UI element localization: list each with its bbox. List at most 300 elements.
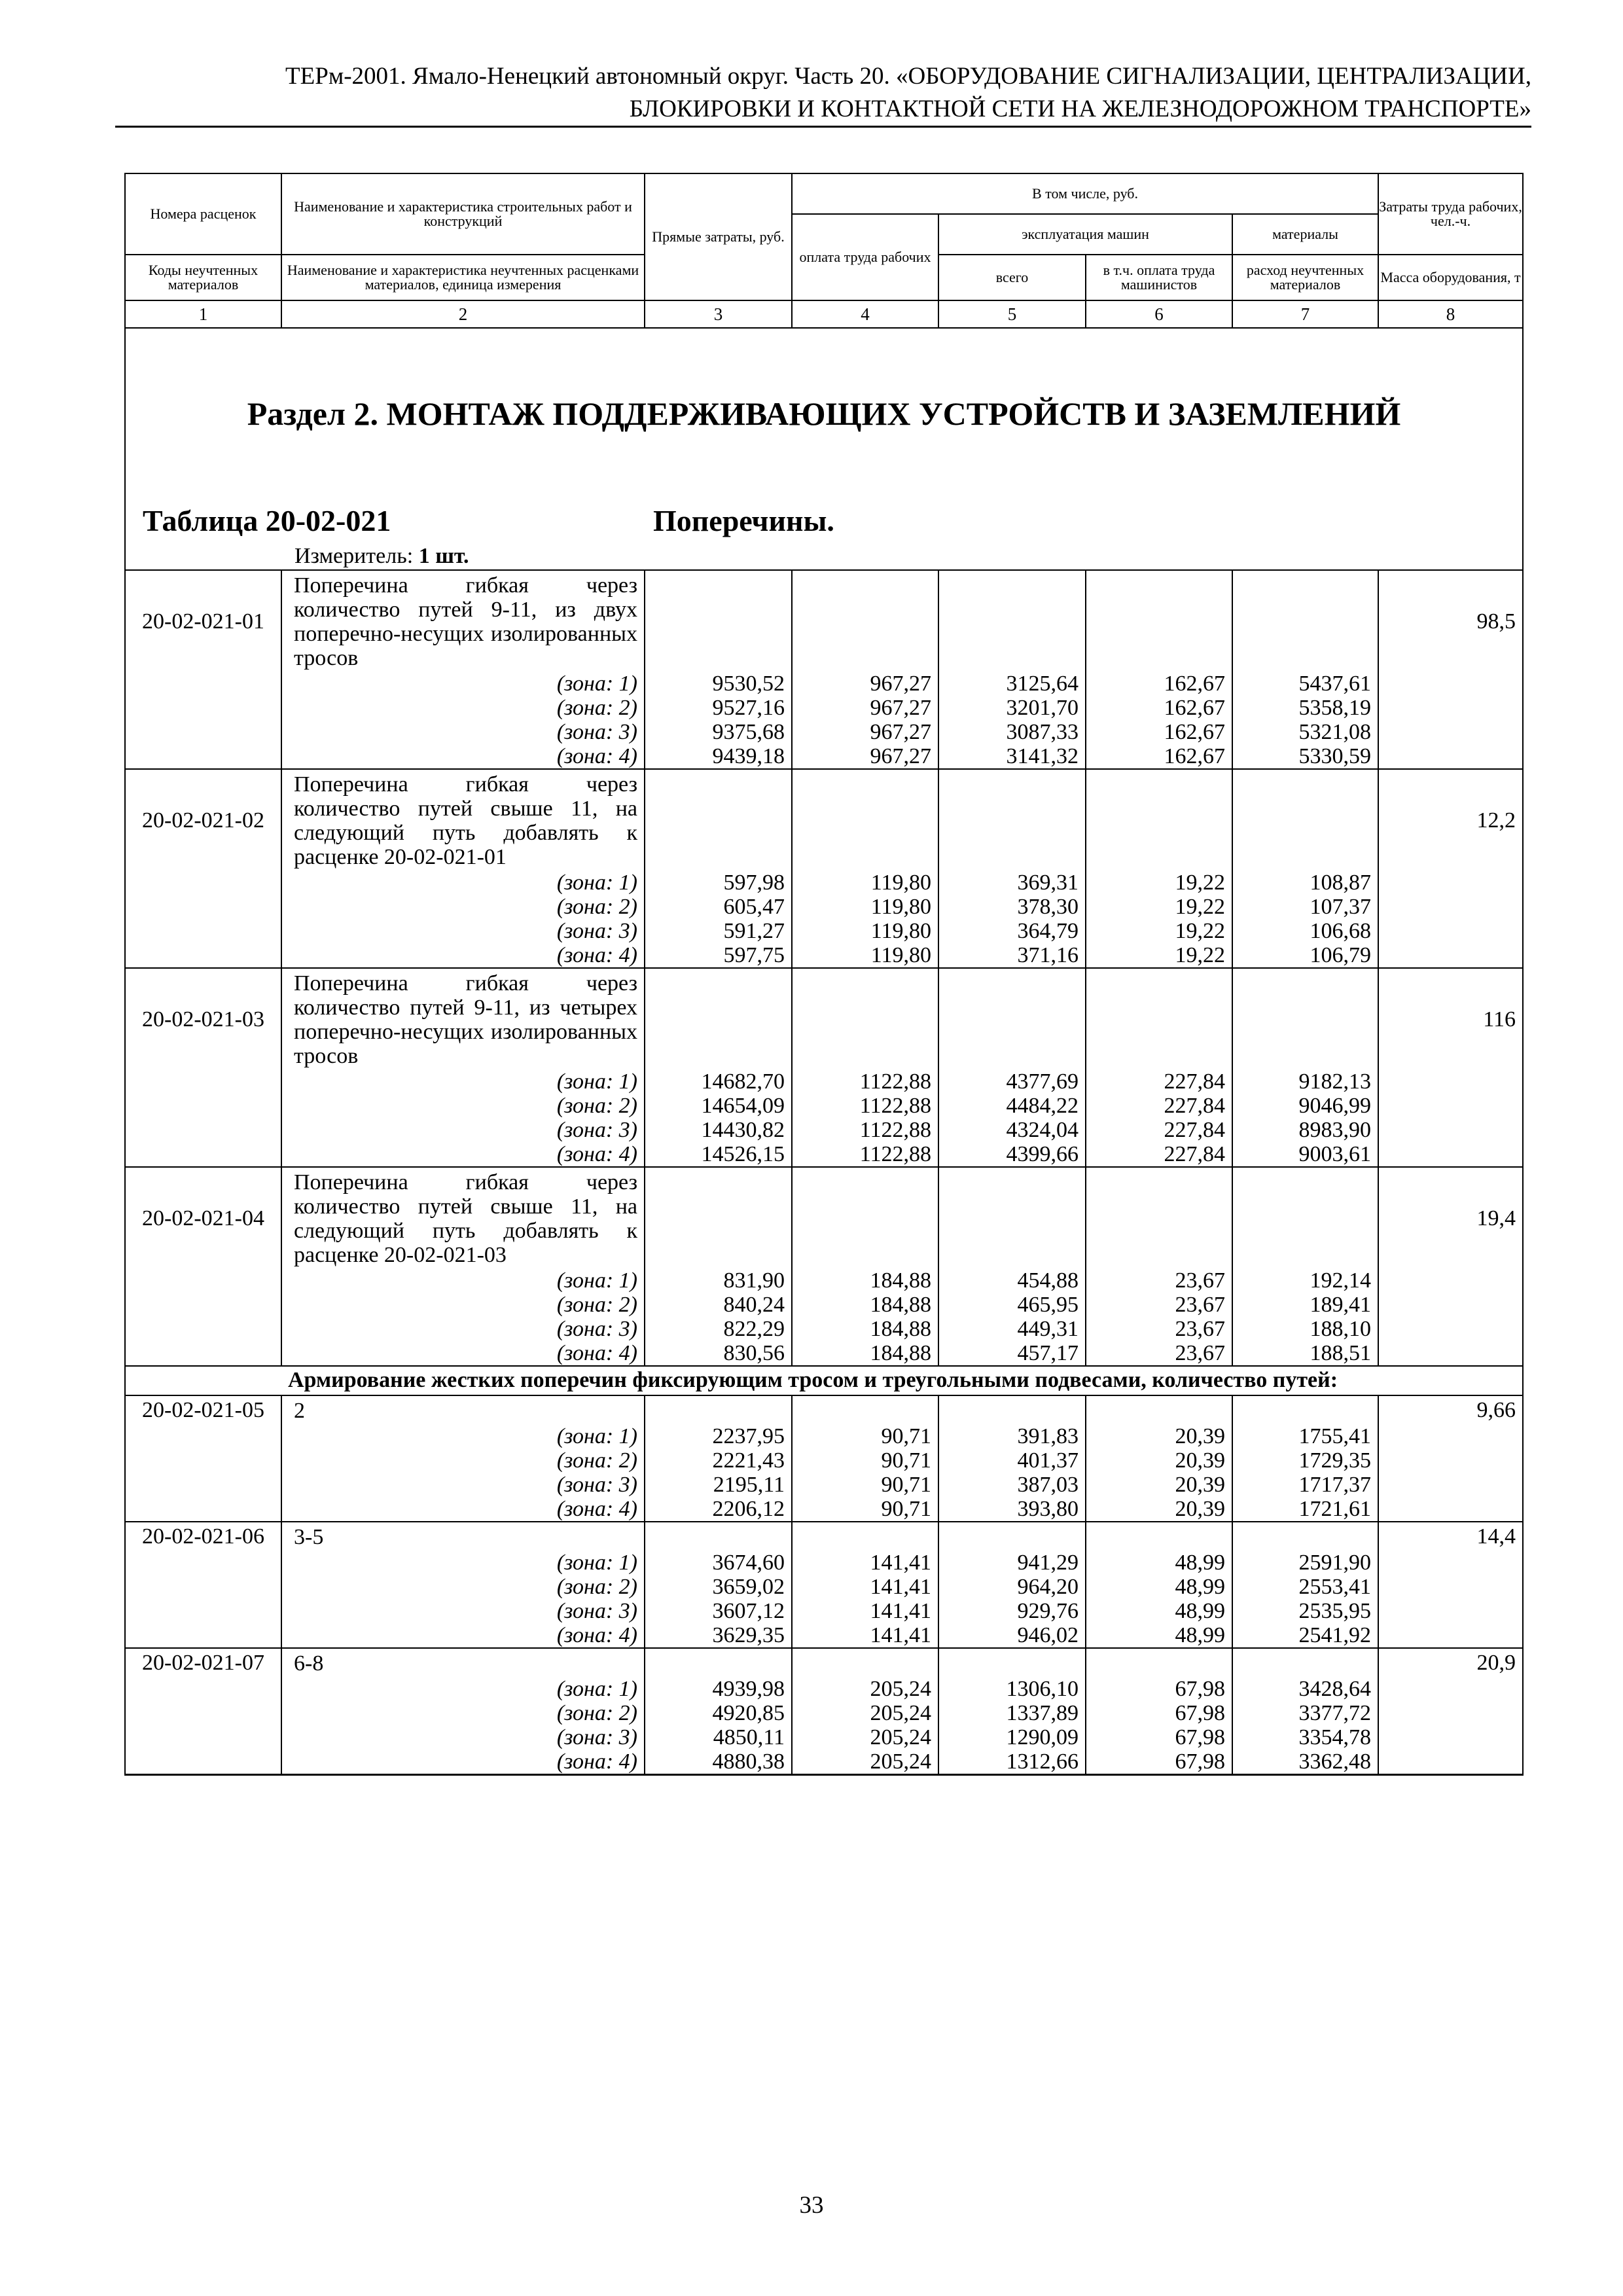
empty-cell (125, 1497, 281, 1522)
table-row (125, 1648, 1523, 1677)
empty-cell (1086, 1522, 1232, 1551)
direct-costs: 4880,38 (645, 1749, 792, 1775)
worker-wages: 90,71 (792, 1424, 938, 1448)
col-material-codes: Коды неучтенных материалов (125, 255, 281, 300)
machine-total: 387,03 (938, 1473, 1086, 1497)
zone-label: (зона: 3) (281, 1725, 645, 1749)
direct-costs: 3607,12 (645, 1599, 792, 1623)
empty-cell (1378, 1317, 1523, 1341)
page-number: 33 (799, 2192, 824, 2219)
empty-cell (1232, 1522, 1378, 1551)
direct-costs: 14430,82 (645, 1118, 792, 1142)
subheading-row (125, 1366, 1523, 1395)
worker-wages: 205,24 (792, 1749, 938, 1775)
equipment-mass: 19,4 (1378, 1167, 1523, 1268)
direct-costs: 14682,70 (645, 1069, 792, 1094)
zone-row (125, 744, 1523, 769)
empty-cell (1378, 1448, 1523, 1473)
empty-cell (1378, 919, 1523, 943)
empty-cell (1378, 943, 1523, 968)
empty-cell (125, 919, 281, 943)
col-materials: материалы (1232, 214, 1378, 255)
machine-total: 454,88 (938, 1268, 1086, 1293)
direct-costs: 3629,35 (645, 1623, 792, 1648)
material-cost: 108,87 (1232, 870, 1378, 895)
empty-cell (938, 1648, 1086, 1677)
section-block (125, 328, 1523, 570)
empty-cell (125, 696, 281, 720)
empty-cell (1086, 769, 1232, 870)
operator-wages: 162,67 (1086, 672, 1232, 696)
zone-row (125, 1725, 1523, 1749)
unit-label: Измеритель: (294, 544, 414, 568)
zone-row (125, 672, 1523, 696)
machine-total: 449,31 (938, 1317, 1086, 1341)
equipment-mass: 20,9 (1378, 1648, 1523, 1677)
zone-row (125, 895, 1523, 919)
table-row (125, 1395, 1523, 1424)
worker-wages: 967,27 (792, 672, 938, 696)
zone-label: (зона: 1) (281, 1677, 645, 1701)
material-cost: 2541,92 (1232, 1623, 1378, 1648)
empty-cell (645, 1522, 792, 1551)
empty-cell (1232, 968, 1378, 1069)
table-name: Поперечины. (653, 504, 834, 537)
empty-cell (125, 1677, 281, 1701)
empty-cell (125, 1317, 281, 1341)
column-number: 7 (1232, 300, 1378, 328)
machine-total: 964,20 (938, 1575, 1086, 1599)
rate-description: Поперечина гибкая через количество путей свыше 11, на следующий путь добавлять к расценке 20-02-021-01 (281, 769, 645, 870)
worker-wages: 1122,88 (792, 1069, 938, 1094)
empty-cell (1378, 1677, 1523, 1701)
empty-cell (125, 1118, 281, 1142)
empty-cell (1378, 696, 1523, 720)
machine-total: 3087,33 (938, 720, 1086, 744)
operator-wages: 227,84 (1086, 1094, 1232, 1118)
empty-cell (1378, 1623, 1523, 1648)
equipment-mass: 12,2 (1378, 769, 1523, 870)
zone-label: (зона: 2) (281, 1448, 645, 1473)
empty-cell (938, 1395, 1086, 1424)
machine-total: 457,17 (938, 1341, 1086, 1366)
rate-description: 6-8 (281, 1648, 645, 1677)
empty-cell (125, 1424, 281, 1448)
zone-row (125, 1317, 1523, 1341)
operator-wages: 23,67 (1086, 1268, 1232, 1293)
table-number: Таблица 20-02-021 (143, 504, 391, 537)
rate-code: 20-02-021-04 (125, 1167, 281, 1268)
direct-costs: 831,90 (645, 1268, 792, 1293)
zone-row (125, 1094, 1523, 1118)
zone-row (125, 1142, 1523, 1167)
machine-total: 1290,09 (938, 1725, 1086, 1749)
direct-costs: 9527,16 (645, 696, 792, 720)
machine-total: 378,30 (938, 895, 1086, 919)
rate-code: 20-02-021-06 (125, 1522, 281, 1551)
material-cost: 9182,13 (1232, 1069, 1378, 1094)
direct-costs: 3674,60 (645, 1551, 792, 1575)
empty-cell (125, 1575, 281, 1599)
material-cost: 5437,61 (1232, 672, 1378, 696)
empty-cell (125, 1094, 281, 1118)
worker-wages: 967,27 (792, 720, 938, 744)
unit-value: 1 шт. (418, 544, 469, 568)
empty-cell (1378, 1497, 1523, 1522)
operator-wages: 227,84 (1086, 1069, 1232, 1094)
empty-cell (125, 1142, 281, 1167)
operator-wages: 48,99 (1086, 1623, 1232, 1648)
empty-cell (125, 1069, 281, 1094)
operator-wages: 227,84 (1086, 1118, 1232, 1142)
worker-wages: 90,71 (792, 1497, 938, 1522)
machine-total: 4324,04 (938, 1118, 1086, 1142)
col-machine-total: всего (938, 255, 1086, 300)
empty-cell (125, 1473, 281, 1497)
material-cost: 188,10 (1232, 1317, 1378, 1341)
operator-wages: 162,67 (1086, 720, 1232, 744)
direct-costs: 605,47 (645, 895, 792, 919)
direct-costs: 2206,12 (645, 1497, 792, 1522)
rate-description: Поперечина гибкая через количество путей 9-11, из двух поперечно-несущих изолированных тросов (281, 570, 645, 672)
worker-wages: 1122,88 (792, 1094, 938, 1118)
operator-wages: 20,39 (1086, 1424, 1232, 1448)
empty-cell (1378, 1293, 1523, 1317)
empty-cell (792, 1395, 938, 1424)
empty-cell (938, 968, 1086, 1069)
material-cost: 3377,72 (1232, 1701, 1378, 1725)
worker-wages: 119,80 (792, 919, 938, 943)
equipment-mass: 98,5 (1378, 570, 1523, 672)
rate-description: 2 (281, 1395, 645, 1424)
column-number: 1 (125, 300, 281, 328)
unit-line (294, 543, 469, 569)
empty-cell (125, 1268, 281, 1293)
operator-wages: 23,67 (1086, 1317, 1232, 1341)
zone-label: (зона: 3) (281, 919, 645, 943)
empty-cell (1378, 1551, 1523, 1575)
empty-cell (792, 769, 938, 870)
direct-costs: 4939,98 (645, 1677, 792, 1701)
worker-wages: 141,41 (792, 1551, 938, 1575)
operator-wages: 23,67 (1086, 1341, 1232, 1366)
empty-cell (125, 1448, 281, 1473)
zone-row (125, 1599, 1523, 1623)
empty-cell (125, 1341, 281, 1366)
material-cost: 5321,08 (1232, 720, 1378, 744)
empty-cell (125, 943, 281, 968)
empty-cell (125, 1599, 281, 1623)
equipment-mass: 116 (1378, 968, 1523, 1069)
zone-label: (зона: 3) (281, 720, 645, 744)
zone-row (125, 720, 1523, 744)
zone-row (125, 1473, 1523, 1497)
empty-cell (1378, 1094, 1523, 1118)
empty-cell (645, 769, 792, 870)
rate-code: 20-02-021-07 (125, 1648, 281, 1677)
empty-cell (1378, 672, 1523, 696)
table-row (125, 968, 1523, 1069)
material-cost: 2553,41 (1232, 1575, 1378, 1599)
zone-row (125, 1575, 1523, 1599)
worker-wages: 205,24 (792, 1725, 938, 1749)
material-cost: 106,68 (1232, 919, 1378, 943)
zone-row (125, 1268, 1523, 1293)
material-cost: 1721,61 (1232, 1497, 1378, 1522)
zone-label: (зона: 4) (281, 1749, 645, 1775)
rate-code: 20-02-021-05 (125, 1395, 281, 1424)
direct-costs: 3659,02 (645, 1575, 792, 1599)
zone-label: (зона: 4) (281, 1623, 645, 1648)
section-title: Раздел 2. МОНТАЖ ПОДДЕРЖИВАЮЩИХ УСТРОЙСТВ И ЗАЗЕМЛЕНИЙ (247, 395, 1401, 432)
table-row (125, 1167, 1523, 1268)
worker-wages: 141,41 (792, 1599, 938, 1623)
material-cost: 107,37 (1232, 895, 1378, 919)
empty-cell (1232, 570, 1378, 672)
machine-total: 4377,69 (938, 1069, 1086, 1094)
header-line-2: БЛОКИРОВКИ И КОНТАКТНОЙ СЕТИ НА ЖЕЛЕЗНОДОРОЖНОМ ТРАНСПОРТЕ» (629, 96, 1531, 122)
table-row (125, 769, 1523, 870)
empty-cell (1378, 1701, 1523, 1725)
empty-cell (938, 570, 1086, 672)
zone-label: (зона: 2) (281, 1575, 645, 1599)
zone-label: (зона: 1) (281, 1551, 645, 1575)
empty-cell (125, 1749, 281, 1775)
operator-wages: 67,98 (1086, 1677, 1232, 1701)
empty-cell (125, 1293, 281, 1317)
material-cost: 192,14 (1232, 1268, 1378, 1293)
machine-total: 3125,64 (938, 672, 1086, 696)
empty-cell (1086, 1167, 1232, 1268)
machine-total: 941,29 (938, 1551, 1086, 1575)
machine-total: 371,16 (938, 943, 1086, 968)
empty-cell (645, 1395, 792, 1424)
worker-wages: 1122,88 (792, 1142, 938, 1167)
direct-costs: 9439,18 (645, 744, 792, 769)
machine-total: 465,95 (938, 1293, 1086, 1317)
column-number: 5 (938, 300, 1086, 328)
empty-cell (1378, 1473, 1523, 1497)
rate-code: 20-02-021-03 (125, 968, 281, 1069)
empty-cell (645, 1167, 792, 1268)
empty-cell (1086, 1395, 1232, 1424)
page-header (124, 60, 1531, 126)
worker-wages: 119,80 (792, 895, 938, 919)
zone-label: (зона: 4) (281, 1341, 645, 1366)
empty-cell (1378, 1341, 1523, 1366)
empty-cell (1086, 968, 1232, 1069)
zone-row (125, 1497, 1523, 1522)
col-worker-wages: оплата труда рабочих (792, 214, 938, 300)
operator-wages: 19,22 (1086, 870, 1232, 895)
operator-wages: 20,39 (1086, 1448, 1232, 1473)
material-cost: 3362,48 (1232, 1749, 1378, 1775)
zone-row (125, 1341, 1523, 1366)
zone-label: (зона: 4) (281, 1497, 645, 1522)
zone-label: (зона: 1) (281, 1268, 645, 1293)
machine-total: 1337,89 (938, 1701, 1086, 1725)
operator-wages: 19,22 (1086, 919, 1232, 943)
material-cost: 188,51 (1232, 1341, 1378, 1366)
empty-cell (1232, 1167, 1378, 1268)
machine-total: 4484,22 (938, 1094, 1086, 1118)
worker-wages: 967,27 (792, 744, 938, 769)
operator-wages: 162,67 (1086, 744, 1232, 769)
empty-cell (1232, 1648, 1378, 1677)
zone-label: (зона: 4) (281, 744, 645, 769)
empty-cell (645, 968, 792, 1069)
empty-cell (125, 672, 281, 696)
column-number: 3 (645, 300, 792, 328)
material-cost: 106,79 (1232, 943, 1378, 968)
zone-label: (зона: 2) (281, 1701, 645, 1725)
column-number: 4 (792, 300, 938, 328)
zone-row (125, 870, 1523, 895)
zone-label: (зона: 4) (281, 1142, 645, 1167)
zone-row (125, 1118, 1523, 1142)
table-row (125, 1522, 1523, 1551)
zone-label: (зона: 1) (281, 672, 645, 696)
column-number: 8 (1378, 300, 1523, 328)
zone-row (125, 1069, 1523, 1094)
zone-label: (зона: 3) (281, 1317, 645, 1341)
machine-total: 391,83 (938, 1424, 1086, 1448)
empty-cell (1378, 1575, 1523, 1599)
direct-costs: 597,98 (645, 870, 792, 895)
worker-wages: 205,24 (792, 1677, 938, 1701)
operator-wages: 19,22 (1086, 895, 1232, 919)
direct-costs: 14654,09 (645, 1094, 792, 1118)
rates-table (124, 173, 1524, 1776)
direct-costs: 822,29 (645, 1317, 792, 1341)
operator-wages: 48,99 (1086, 1551, 1232, 1575)
material-cost: 3354,78 (1232, 1725, 1378, 1749)
zone-label: (зона: 3) (281, 1473, 645, 1497)
direct-costs: 4850,11 (645, 1725, 792, 1749)
zone-row (125, 696, 1523, 720)
machine-total: 946,02 (938, 1623, 1086, 1648)
worker-wages: 184,88 (792, 1293, 938, 1317)
operator-wages: 227,84 (1086, 1142, 1232, 1167)
empty-cell (125, 895, 281, 919)
zone-row (125, 1623, 1523, 1648)
material-cost: 9003,61 (1232, 1142, 1378, 1167)
machine-total: 3201,70 (938, 696, 1086, 720)
worker-wages: 119,80 (792, 943, 938, 968)
col-labor-costs: Затраты труда рабочих, чел.-ч. (1378, 173, 1523, 255)
col-material-names: Наименование и характеристика неучтенных расценками материалов, единица измерения (281, 255, 645, 300)
empty-cell (1378, 1118, 1523, 1142)
worker-wages: 141,41 (792, 1575, 938, 1599)
empty-cell (1378, 1268, 1523, 1293)
empty-cell (792, 968, 938, 1069)
col-direct-costs: Прямые затраты, руб. (645, 173, 792, 300)
machine-total: 1312,66 (938, 1749, 1086, 1775)
machine-total: 393,80 (938, 1497, 1086, 1522)
zone-row (125, 1551, 1523, 1575)
rate-code: 20-02-021-02 (125, 769, 281, 870)
empty-cell (1378, 1069, 1523, 1094)
machine-total: 3141,32 (938, 744, 1086, 769)
rate-description: Поперечина гибкая через количество путей 9-11, из четырех поперечно-несущих изолированных тросов (281, 968, 645, 1069)
material-cost: 1755,41 (1232, 1424, 1378, 1448)
empty-cell (125, 1725, 281, 1749)
zone-label: (зона: 2) (281, 696, 645, 720)
material-cost: 3428,64 (1232, 1677, 1378, 1701)
zone-row (125, 1701, 1523, 1725)
empty-cell (938, 769, 1086, 870)
direct-costs: 597,75 (645, 943, 792, 968)
column-number: 6 (1086, 300, 1232, 328)
table-head (125, 173, 1523, 328)
direct-costs: 9375,68 (645, 720, 792, 744)
rate-code: 20-02-021-01 (125, 570, 281, 672)
material-cost: 189,41 (1232, 1293, 1378, 1317)
zone-row (125, 1448, 1523, 1473)
col-operator-wages: в т.ч. оплата труда машинистов (1086, 255, 1232, 300)
operator-wages: 162,67 (1086, 696, 1232, 720)
header-rule (115, 126, 1531, 128)
operator-wages: 67,98 (1086, 1701, 1232, 1725)
operator-wages: 48,99 (1086, 1599, 1232, 1623)
material-cost: 9046,99 (1232, 1094, 1378, 1118)
worker-wages: 141,41 (792, 1623, 938, 1648)
empty-cell (1378, 1424, 1523, 1448)
worker-wages: 90,71 (792, 1473, 938, 1497)
empty-cell (125, 720, 281, 744)
material-cost: 5358,19 (1232, 696, 1378, 720)
material-cost: 2591,90 (1232, 1551, 1378, 1575)
direct-costs: 840,24 (645, 1293, 792, 1317)
material-cost: 8983,90 (1232, 1118, 1378, 1142)
worker-wages: 967,27 (792, 696, 938, 720)
zone-label: (зона: 1) (281, 870, 645, 895)
zone-label: (зона: 4) (281, 943, 645, 968)
zone-label: (зона: 2) (281, 1293, 645, 1317)
worker-wages: 205,24 (792, 1701, 938, 1725)
empty-cell (1378, 895, 1523, 919)
empty-cell (1378, 1142, 1523, 1167)
empty-cell (1378, 720, 1523, 744)
empty-cell (125, 870, 281, 895)
zone-label: (зона: 3) (281, 1118, 645, 1142)
empty-cell (792, 1648, 938, 1677)
zone-label: (зона: 2) (281, 895, 645, 919)
direct-costs: 2195,11 (645, 1473, 792, 1497)
empty-cell (792, 1522, 938, 1551)
empty-cell (1378, 1749, 1523, 1775)
machine-total: 929,76 (938, 1599, 1086, 1623)
table-row (125, 570, 1523, 672)
zone-label: (зона: 3) (281, 1599, 645, 1623)
operator-wages: 67,98 (1086, 1725, 1232, 1749)
zone-row (125, 1424, 1523, 1448)
machine-total: 364,79 (938, 919, 1086, 943)
machine-total: 401,37 (938, 1448, 1086, 1473)
operator-wages: 48,99 (1086, 1575, 1232, 1599)
col-material-consumption: расход неучтенных материалов (1232, 255, 1378, 300)
empty-cell (938, 1167, 1086, 1268)
operator-wages: 23,67 (1086, 1293, 1232, 1317)
direct-costs: 830,56 (645, 1341, 792, 1366)
zone-row (125, 919, 1523, 943)
empty-cell (1378, 744, 1523, 769)
worker-wages: 184,88 (792, 1317, 938, 1341)
worker-wages: 90,71 (792, 1448, 938, 1473)
direct-costs: 2237,95 (645, 1424, 792, 1448)
empty-cell (645, 570, 792, 672)
zone-label: (зона: 2) (281, 1094, 645, 1118)
